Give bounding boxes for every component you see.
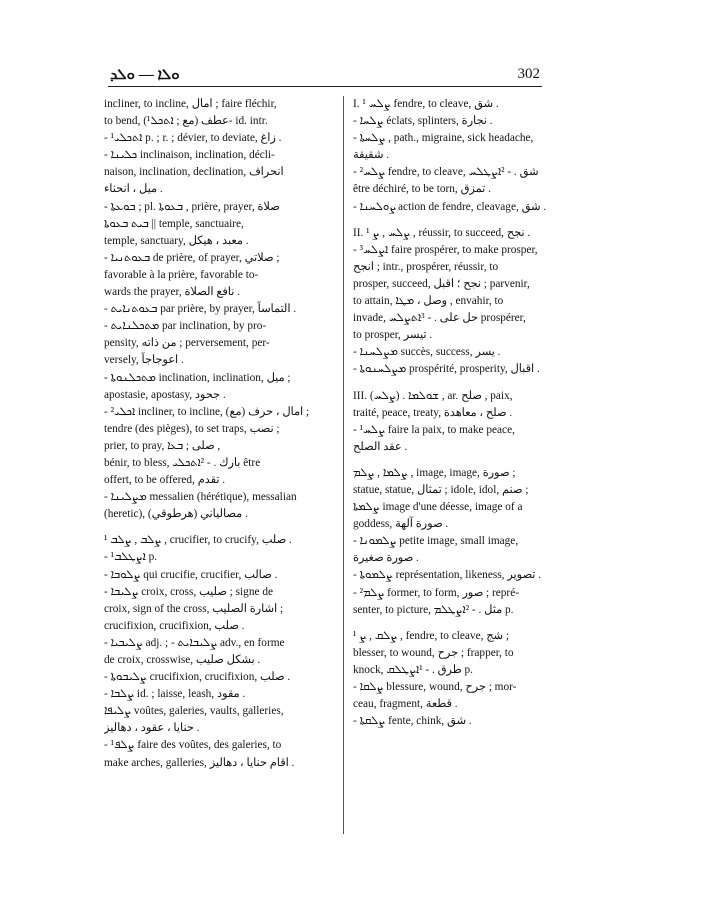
- column-divider: [343, 96, 344, 834]
- entry-line: pensity, من ذاته ; perversement, per-: [104, 337, 270, 350]
- entry-line: ‑ ܡܬܟܠܢܐܝܬ par inclination, by pro-: [104, 320, 267, 333]
- entry-line: ¹ ܨܠܩ , ܨ , fendre, to cleave, شج ;: [353, 629, 509, 642]
- entry-line: ‑ ܒܘܥܬܐ ; pl. ܒܥܘܬܐ , prière, prayer, صلاة: [104, 200, 280, 213]
- entry-line: ‑ ܨܠܩܬܐ fente, chink, شق .: [353, 715, 472, 728]
- entry-line: ‑ ܡܨܠܚܢܘܬܐ prospérité, prosperity, اقبال .: [353, 363, 540, 376]
- entry-line: ‑ ܡܨܠܝܢܐ messalien (hérétique), messalian: [104, 491, 297, 504]
- entry-line: apostasie, apostasy, جحود .: [104, 388, 226, 401]
- entry-line: ‑ ²ܨܠܚ fendre, to cleave, شق . ‑ ²ܐܨܛܠܚ: [353, 166, 539, 179]
- entry-line: de croix, crosswise, بشكل صليب .: [104, 654, 261, 666]
- entry-line: senter, to picture, مثل . ‑ ²ܐܨܛܠܡ p.: [353, 603, 514, 616]
- entry-line: statue, statue, تمثال ; idole, idol, صنم ;: [353, 483, 529, 496]
- page-number: 302: [517, 66, 540, 82]
- entry-line: ‑ ¹ܐܬܟܠܝ p. ; r. ; dévier, to deviate, زاغ .: [104, 132, 282, 145]
- entry-line: wards the prayer, نافع الصلاة .: [104, 286, 241, 299]
- entry-line: goddess, صورة آلهة .: [353, 518, 449, 531]
- entry-line: to attain, وصل ، ܡܛܐ , envahir, to: [353, 295, 504, 308]
- entry-line: ‑ ܨܠܡܘܢܐ petite image, small image,: [353, 535, 519, 548]
- entry-line: ‑ ܟܠܝܢܐ inclinaison, inclination, décli-: [104, 149, 275, 162]
- entry-line: II. ¹ ܨܠܚ , ܨ , réussir, to succeed, نجح .: [353, 226, 531, 239]
- entry-line: offert, to be offered, تقدم .: [104, 474, 226, 487]
- entry-line: versely, اعوجاجاً .: [104, 354, 184, 367]
- entry-line: to prosper, تيسر .: [353, 329, 433, 342]
- entry-line: blesser, to wound, جرح ; frapper, to: [353, 646, 514, 659]
- entry-line: ‑ ¹ܨܠܚ faire la paix, to make peace,: [353, 423, 515, 436]
- right-column: [353, 96, 551, 730]
- entry-line: ‑ ¹ܨܠܦ faire des voûtes, des galeries, to: [104, 739, 282, 752]
- entry-line: ܨܠܝܦܐ voûtes, galeries, vaults, galleries,: [104, 705, 284, 718]
- entry-line: ‑ ܨܠܝܒܘܬܐ crucifixion, crucifixion, صلب .: [104, 671, 291, 684]
- entry-line: croix, sign of the cross, اشارة الصليب ;: [104, 602, 284, 615]
- header-rule: [108, 86, 542, 87]
- entry-line: ‑ ܨܠܒܐ id. ; laisse, leash, مقود .: [104, 688, 246, 701]
- header-guide-words: ܘܠܐ — ܘܠܕ: [110, 67, 180, 83]
- entry-line: incliner, to incline, امال ; faire fléchir,: [104, 98, 277, 110]
- entry-line: prosper, succeed, نجح ؛ اقبل ; parvenir,: [353, 277, 530, 290]
- entry-line: make arches, galleries, اقام حنايا ، دهاليز .: [104, 756, 295, 769]
- entry-line: ‑ ܨܠܘܒܐ qui crucifie, crucifier, صالب .: [104, 568, 278, 581]
- entry-line: شقيقة .: [353, 149, 390, 162]
- entry-line: ‑ ܨܠܚܐ éclats, splinters, نجارة .: [353, 115, 493, 128]
- entry-line: I. ¹ ܨܠܚ fendre, to cleave, شق .: [353, 98, 499, 110]
- entry-line: to bend, (عطف (مع ; ܐܬܟܠ¹‑ id. intr.: [104, 115, 268, 128]
- entry-line: ‑ ܡܬܟܠܢܘܬܐ inclination, inclination, ميل ;: [104, 371, 291, 384]
- entry-line: favorable à la prière, favorable to-: [104, 268, 259, 281]
- entry-line: ‑ ܒܥܘܬܢܐܝܬ par prière, by prayer, التماساً .: [104, 303, 297, 316]
- entry-line: صورة صغيرة .: [353, 552, 419, 565]
- entry-line: ܒܝܬ ܒܥܘܬܐ || temple, sanctuaire,: [104, 217, 244, 230]
- entry-line: ‑ ܨܠܝܒܝܐ adj. ; ‑ ܨܠܝܒܐܝܬ adv., en forme: [104, 636, 285, 649]
- entry-line: ceau, fragment, قطعة .: [353, 698, 458, 711]
- left-column: [104, 96, 328, 772]
- entry-line: ‑ ¹ܐܨܛܠܒ p.: [104, 551, 158, 564]
- entry-line: traité, peace, treaty, صلح ، معاهدة .: [353, 406, 513, 419]
- entry-line: naison, inclination, declination, انحراف: [104, 166, 284, 179]
- entry-line: ܨܠܡܬܐ image d'une déesse, image of a: [353, 501, 523, 514]
- entry-line: ‑ ܨܠܝܒܐ croix, cross, صليب ; signe de: [104, 585, 273, 598]
- entry-line: être déchiré, to be torn, تمزق .: [353, 183, 491, 196]
- entry-line: prier, to pray, صلى ; ܒܥܐ ,: [104, 439, 221, 452]
- entry-line: ميل ، انحناء .: [104, 183, 163, 196]
- entry-line: tendre (des pièges), to set traps, نصب ;: [104, 422, 280, 435]
- entry-line: ‑ ܨܘܠܚܢܐ action de fendre, cleavage, شق .: [353, 200, 547, 213]
- entry-line: temple, sanctuary, معبد ، هيكل .: [104, 234, 249, 247]
- entry-line: حنايا ، عقود ، دهاليز .: [104, 722, 200, 735]
- entry-line: bénir, to bless, بارك . ‑ ²ܐܬܟܠܝ être: [104, 456, 261, 469]
- running-header: [110, 66, 540, 88]
- entry-line: عقد الصلح .: [353, 440, 408, 453]
- entry-line: III. (ܨܠܚ) . ܫܘܠܡܐ , ar. صلح , paix,: [353, 389, 513, 402]
- entry-line: انجح ; intr., prospérer, réussir, to: [353, 260, 499, 273]
- entry-line: ‑ ܨܠܡܘܬܐ représentation, likeness, تصوير .: [353, 569, 542, 582]
- entry-line: ܨܠܡܐ , ܨܠܡ , image, image, صورة ;: [353, 466, 516, 479]
- entry-line: crucifixion, crucifixion, صلب .: [104, 619, 245, 632]
- entry-line: ‑ ܡܨܠܚܢܐ succès, success, يسر .: [353, 346, 501, 359]
- entry-line: ‑ ²ܐܟܠܝ incliner, to incline, (امال ، حرف (مع ;: [104, 405, 310, 418]
- entry-line: ¹ ܨܠܒ , ܨܠܒ , crucifier, to crucify, صلب .: [104, 534, 292, 547]
- entry-line: knock, طرق . ‑ ¹ܐܨܛܠܩ p.: [353, 663, 473, 676]
- entry-line: ‑ ²ܨܠܡ former, to form, صور ; repré-: [353, 586, 519, 599]
- entry-line: ‑ ܒܥܘܬܢܝܐ de prière, of prayer, صلاتي ;: [104, 251, 280, 264]
- entry-line: invade, حل على . ‑ ³ܐܬܨܠܚ prospérer,: [353, 312, 526, 325]
- entry-line: ‑ ܨܠܚܬܐ , path., migraine, sick headache,: [353, 132, 534, 145]
- entry-line: (heretic), (مصالياني (هرطوقي .: [104, 508, 248, 521]
- entry-line: ‑ ³ܐܨܠܚ faire prospérer, to make prosper,: [353, 243, 538, 256]
- entry-line: ‑ ܨܠܩܐ blessure, wound, جرح ; mor-: [353, 681, 517, 693]
